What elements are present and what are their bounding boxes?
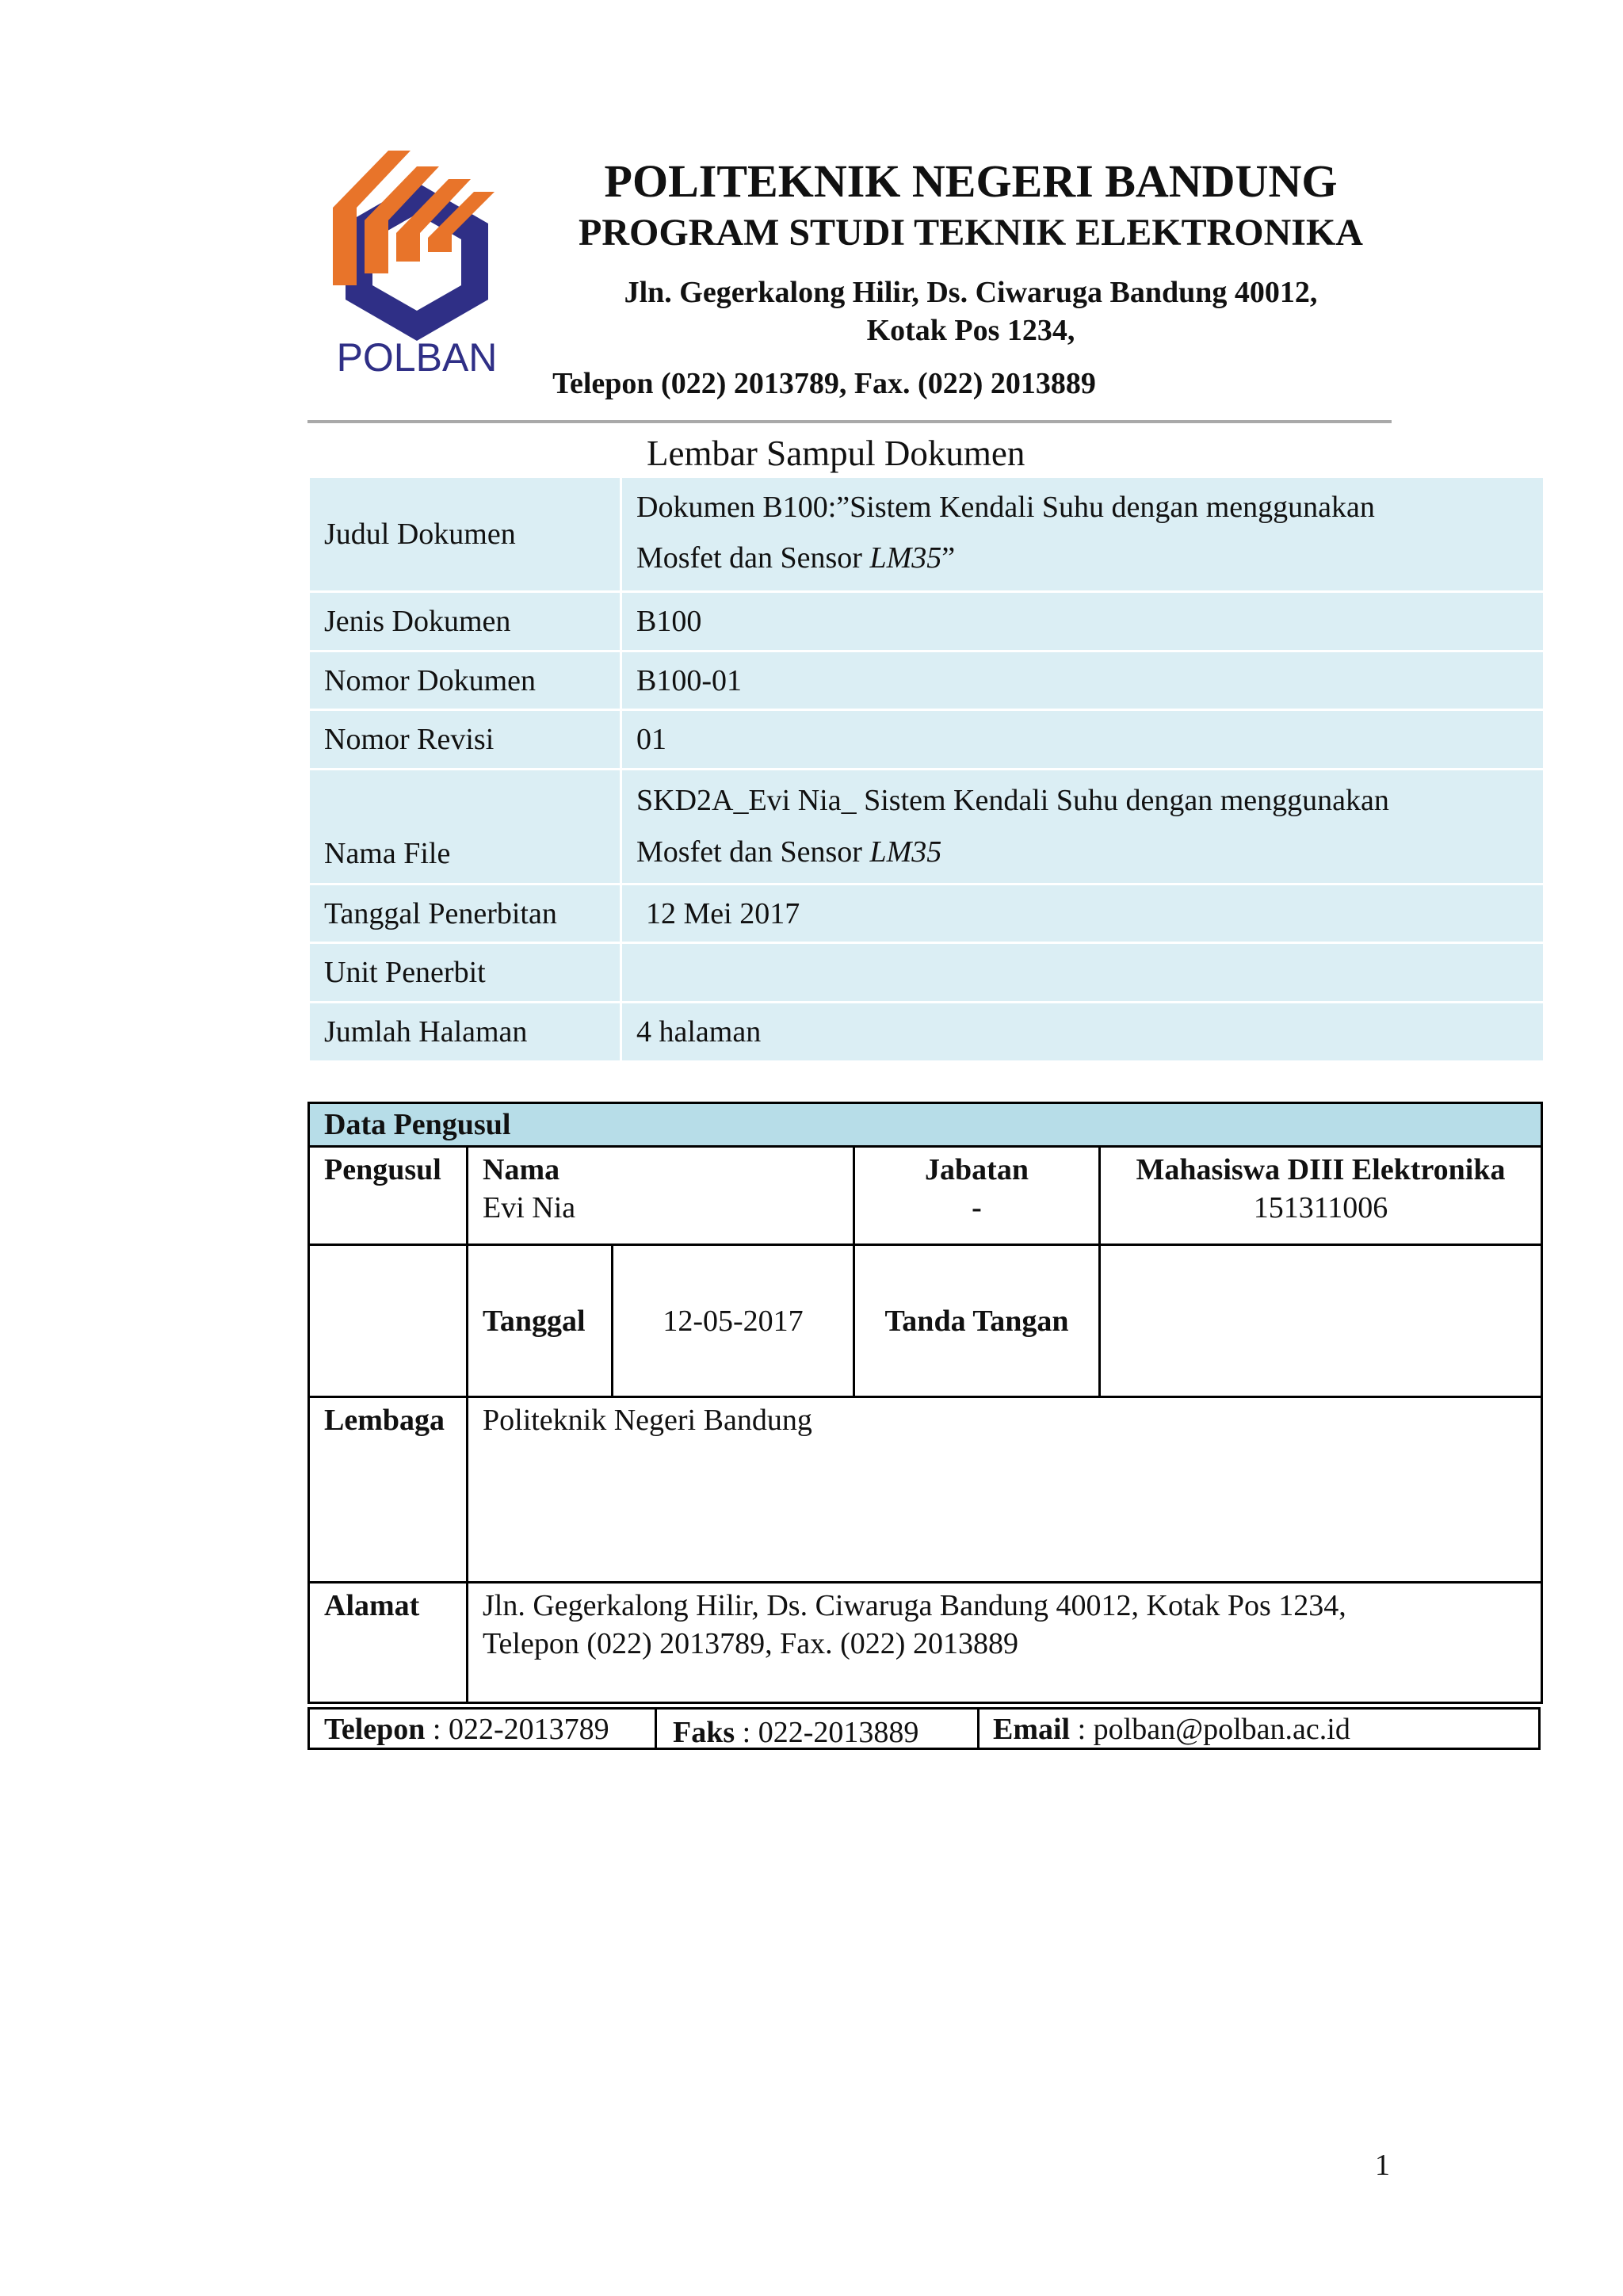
nomor-value: B100-01 xyxy=(621,651,1545,710)
pengusul-section-title: Data Pengusul xyxy=(309,1103,1542,1147)
telepon-value: : 022-2013789 xyxy=(425,1713,609,1746)
jenis-value: B100 xyxy=(621,592,1545,651)
faks-label: Faks xyxy=(673,1716,735,1749)
contact-faks xyxy=(673,1713,918,1751)
nama-label: Nama xyxy=(483,1153,560,1186)
institution-name: POLITEKNIK NEGERI BANDUNG xyxy=(604,155,1338,207)
judul-line-2-suffix: ” xyxy=(941,541,956,575)
logo-text: POLBAN xyxy=(336,335,498,380)
revisi-value: 01 xyxy=(621,710,1545,770)
judul-label: Judul Dokumen xyxy=(309,477,621,592)
telepon-label: Telepon xyxy=(324,1713,426,1746)
pengusul-header-row xyxy=(309,1103,1542,1147)
header-divider xyxy=(307,420,1392,423)
judul-line-2-italic: LM35 xyxy=(869,541,942,575)
alamat-row xyxy=(309,1583,1542,1703)
lembaga-label: Lembaga xyxy=(309,1397,468,1583)
jabatan-value: - xyxy=(972,1191,982,1224)
contact-row xyxy=(307,1707,1541,1750)
nim-value: 151311006 xyxy=(1253,1191,1388,1224)
status-label: Mahasiswa DIII Elektronika xyxy=(1136,1153,1506,1186)
address-line-2: Kotak Pos 1234, xyxy=(866,314,1075,347)
contact-divider-2 xyxy=(977,1710,980,1748)
jumlah-label: Jumlah Halaman xyxy=(309,1003,621,1062)
tanggal-label: Tanggal xyxy=(468,1245,613,1397)
judul-line-1: Dokumen B100:”Sistem Kendali Suhu dengan menggunakan xyxy=(636,491,1375,524)
email-label: Email xyxy=(993,1713,1071,1746)
row-judul xyxy=(309,477,1545,592)
alamat-value xyxy=(468,1583,1542,1703)
jumlah-value: 4 halaman xyxy=(621,1003,1545,1062)
lembaga-value: Politeknik Negeri Bandung xyxy=(468,1397,1542,1583)
page-number: 1 xyxy=(1375,2149,1390,2182)
nama-cell xyxy=(468,1147,854,1245)
alamat-line-2: Telepon (022) 2013789, Fax. (022) 2013889 xyxy=(483,1627,1018,1660)
tanggal-value: 12 Mei 2017 xyxy=(621,884,1545,943)
nomor-label: Nomor Dokumen xyxy=(309,651,621,710)
file-value xyxy=(621,770,1545,884)
faks-value: : 022-2013889 xyxy=(735,1716,919,1749)
contact-divider-1 xyxy=(655,1710,657,1748)
pengusul-row xyxy=(309,1147,1542,1245)
tanggal-value: 12-05-2017 xyxy=(613,1245,854,1397)
row-jumlah xyxy=(309,1003,1545,1062)
jabatan-cell xyxy=(854,1147,1100,1245)
contact-email xyxy=(993,1710,1350,1748)
jenis-label: Jenis Dokumen xyxy=(309,592,621,651)
file-label: Nama File xyxy=(309,770,621,884)
sheet-title: Lembar Sampul Dokumen xyxy=(647,434,1025,473)
lembaga-row xyxy=(309,1397,1542,1583)
ttd-signature-cell xyxy=(1100,1245,1542,1397)
pengusul-table xyxy=(307,1102,1543,1704)
tanggal-row xyxy=(309,1245,1542,1397)
judul-line-2-text: Mosfet dan Sensor xyxy=(636,541,870,575)
nama-value: Evi Nia xyxy=(483,1191,576,1224)
file-line-2-text: Mosfet dan Sensor xyxy=(636,835,870,869)
pengusul-label: Pengusul xyxy=(309,1147,468,1245)
status-cell xyxy=(1100,1147,1542,1245)
row-jenis xyxy=(309,592,1545,651)
judul-line-2 xyxy=(636,530,1529,586)
alamat-label: Alamat xyxy=(309,1583,468,1703)
program-name: PROGRAM STUDI TEKNIK ELEKTRONIKA xyxy=(579,212,1363,254)
row-unit xyxy=(309,943,1545,1003)
unit-label: Unit Penerbit xyxy=(309,943,621,1003)
ttd-label: Tanda Tangan xyxy=(854,1245,1100,1397)
file-line-2-italic: LM35 xyxy=(869,835,942,869)
revisi-label: Nomor Revisi xyxy=(309,710,621,770)
file-line-1: SKD2A_Evi Nia_ Sistem Kendali Suhu dengan menggunakan xyxy=(636,784,1389,817)
alamat-line-1: Jln. Gegerkalong Hilir, Ds. Ciwaruga Bandung 40012, Kotak Pos 1234, xyxy=(483,1589,1346,1622)
empty-cell xyxy=(309,1245,468,1397)
address-line-1: Jln. Gegerkalong Hilir, Ds. Ciwaruga Bandung 40012, xyxy=(624,276,1318,309)
contact-telepon xyxy=(324,1710,609,1748)
row-tanggal xyxy=(309,884,1545,943)
row-nomor xyxy=(309,651,1545,710)
row-file xyxy=(309,770,1545,884)
file-line-2 xyxy=(636,824,1529,880)
unit-value xyxy=(621,943,1545,1003)
polban-logo-icon xyxy=(315,135,518,380)
email-value: : polban@polban.ac.id xyxy=(1070,1713,1350,1746)
judul-value xyxy=(621,477,1545,592)
jabatan-label: Jabatan xyxy=(925,1153,1029,1186)
row-revisi xyxy=(309,710,1545,770)
document-info-table xyxy=(307,476,1545,1063)
tanggal-label: Tanggal Penerbitan xyxy=(309,884,621,943)
phone-line: Telepon (022) 2013789, Fax. (022) 2013889 xyxy=(552,367,1096,400)
polban-logo xyxy=(315,135,518,380)
